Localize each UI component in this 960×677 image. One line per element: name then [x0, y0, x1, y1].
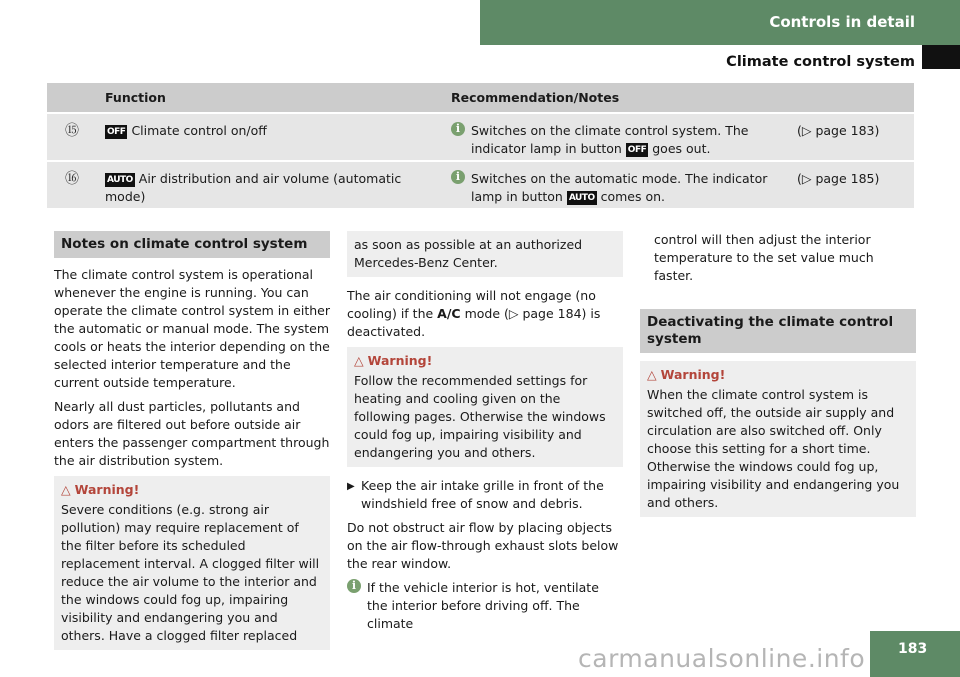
table-row	[47, 113, 914, 161]
table-header-num	[47, 83, 97, 113]
section-title: Climate control system	[726, 54, 915, 70]
info-note-continued: control will then adjust the interior temperature to the set value much faster.	[654, 232, 874, 283]
warning-title: △ Warning!	[647, 367, 726, 382]
column-1	[54, 231, 330, 660]
table-row	[47, 161, 914, 209]
function-cell	[97, 161, 443, 209]
warning-icon: △	[354, 353, 364, 368]
page-ref: (▷ page 183)	[789, 113, 914, 161]
notes-heading: Notes on climate control system	[54, 231, 330, 258]
page-ref: (▷ page 185)	[789, 161, 914, 209]
warning-text: When the climate control system is switched off, the outside air supply and circulation are also switched off. Only choose this setting for a short time. Otherwise the windows could fog up, impairing visibility and endangering you and others.	[647, 387, 900, 510]
paragraph: The climate control system is operational whenever the engine is running. You can operate the climate control system in either the automatic or manual mode. The system cools or heats the interior depending on the selected interior temperature and the current outside temperature.	[54, 267, 330, 390]
paragraph: Nearly all dust particles, pollutants and odors are filtered out before outside air enters the passenger compartment through the air distribution system.	[54, 399, 330, 468]
warning-box	[640, 361, 916, 517]
function-table	[47, 83, 914, 210]
paragraph: The air conditioning will not engage (no cooling) if the A/C mode (▷ page 184) is deactivated.	[347, 288, 601, 339]
column-3	[640, 231, 916, 527]
note-cell	[443, 113, 789, 161]
watermark: carmanualsonline.info	[578, 644, 866, 673]
info-icon: i	[347, 579, 361, 593]
note-text-prefix: Switches on the automatic mode. The indicator lamp in button	[471, 171, 768, 204]
table-header-function: Function	[97, 83, 443, 113]
table-header-notes: Recommendation/Notes	[443, 83, 789, 113]
row-number: ⑯	[47, 161, 97, 209]
note-text-prefix: Switches on the climate control system. The indicator lamp in button	[471, 123, 749, 156]
warning-box	[54, 476, 330, 650]
column-2	[347, 231, 623, 633]
auto-button-icon: AUTO	[107, 175, 133, 185]
note-text-suffix: goes out.	[652, 140, 711, 156]
warning-box-continued	[347, 231, 623, 277]
header-marker	[922, 45, 960, 69]
info-icon: i	[451, 170, 465, 184]
step-item: ▶ Keep the air intake grille in front of the windshield free of snow and debris.	[347, 478, 604, 511]
page-number: 183	[870, 631, 960, 677]
note-text-suffix: comes on.	[600, 188, 666, 204]
warning-text: Severe conditions (e.g. strong air pollution) may require replacement of the filter before its scheduled replacement interval. A clogged filter will reduce the air volume to the interior and the windows could fog up, impairing visibility and endangering you and others. Have a clogged filter replaced	[61, 502, 320, 643]
step-arrow-icon: ▶	[347, 481, 355, 492]
paragraph: Do not obstruct air flow by placing objects on the air flow-through exhaust slots below the rear window.	[347, 520, 619, 571]
chapter-title: Controls in detail	[769, 13, 915, 31]
warning-box	[347, 347, 623, 467]
warning-icon: △	[647, 367, 657, 382]
function-cell	[97, 113, 443, 161]
ac-mode-label: A/C	[437, 306, 461, 321]
deactivating-heading: Deactivating the climate control system	[640, 309, 916, 353]
function-text: Air distribution and air volume (automatic mode)	[105, 171, 402, 204]
note-cell	[443, 161, 789, 209]
auto-button-icon: AUTO	[568, 192, 595, 203]
warning-text: as soon as possible at an authorized Mercedes-Benz Center.	[354, 237, 583, 270]
warning-icon: △	[61, 482, 71, 497]
warning-title: △ Warning!	[61, 482, 140, 497]
table-header-ref	[789, 83, 914, 113]
off-button-icon: OFF	[107, 127, 126, 137]
table-header-row	[47, 83, 914, 113]
row-number: ⑮	[47, 113, 97, 161]
function-text: Climate control on/off	[131, 123, 267, 138]
chapter-tab	[480, 0, 960, 45]
info-note: i If the vehicle interior is hot, ventilate the interior before driving off. The climate	[347, 579, 623, 633]
warning-title: △ Warning!	[354, 353, 433, 368]
warning-text: Follow the recommended settings for heating and cooling given on the following pages. Otherwise the windows could fog up, impairing visibility and endangering you and others.	[354, 373, 606, 460]
info-icon: i	[451, 122, 465, 136]
off-button-icon: OFF	[627, 144, 647, 155]
